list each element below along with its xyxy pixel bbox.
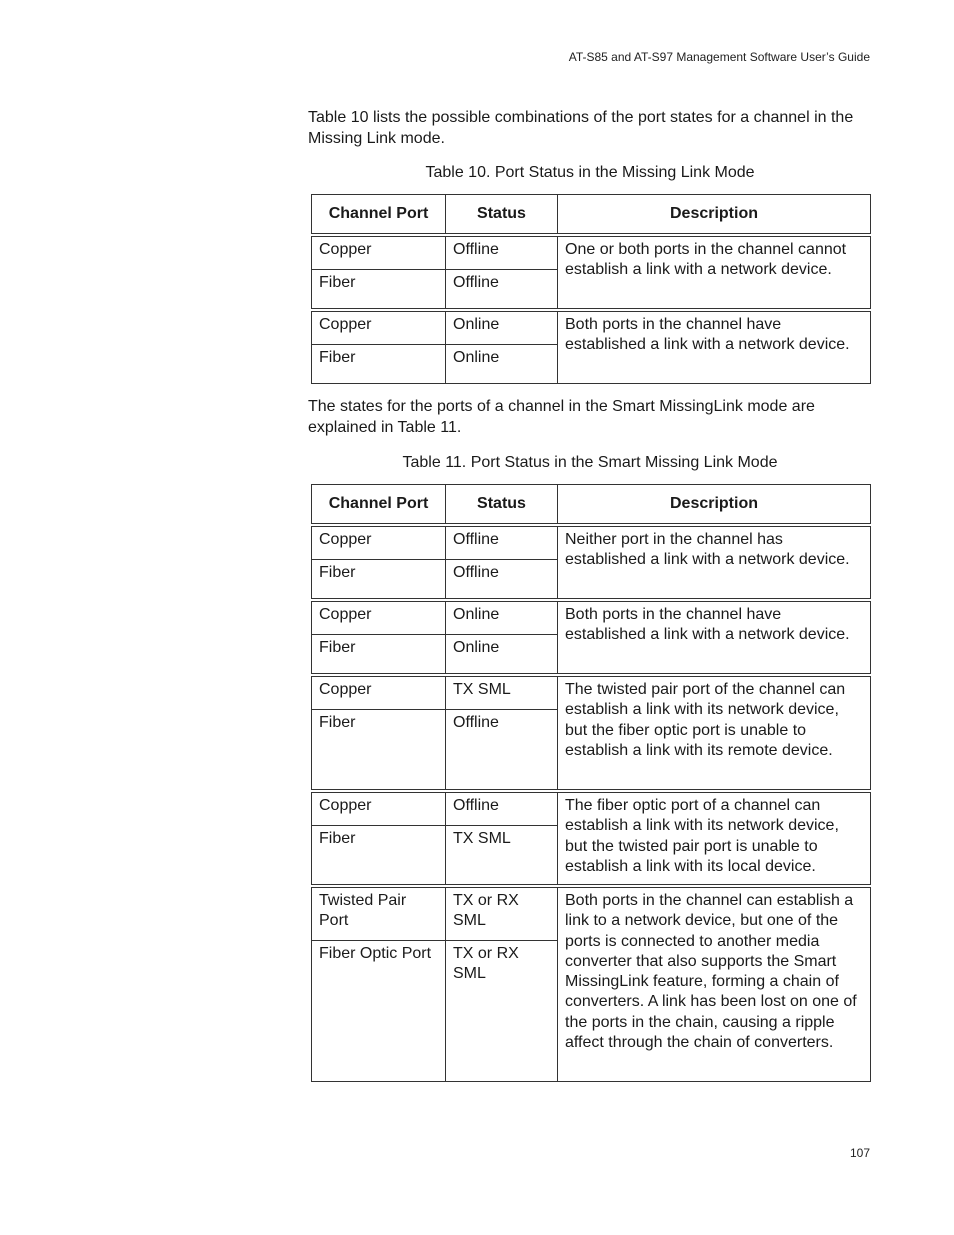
description-cell: The twisted pair port of the channel can establish a link with its network device, but the fiber optic port is unable to establish a link with its remote device. xyxy=(558,675,871,791)
channel-port-cell: Fiber xyxy=(312,826,446,887)
status-cell: Offline xyxy=(446,235,558,270)
channel-port-cell: Fiber xyxy=(312,270,446,311)
status-cell: Offline xyxy=(446,560,558,601)
table-row xyxy=(312,791,871,826)
table11-caption: Table 11. Port Status in the Smart Missing Link Mode xyxy=(402,454,778,471)
description-cell: Both ports in the channel have established a link with a network device. xyxy=(558,310,871,384)
status-cell: Offline xyxy=(446,710,558,792)
description-cell: Both ports in the channel can establish a link to a network device, but one of the ports is connected to another media converter that also supports the Smart MissingLink feature, forming a chain of converters. A link has been lost on one of the ports in the chain, causing a ripple affect through the chain of converters. xyxy=(558,886,871,1082)
page-number: 107 xyxy=(849,1146,870,1160)
table11-group xyxy=(312,886,871,1082)
column-header: Channel Port xyxy=(312,195,446,236)
status-cell: Online xyxy=(446,600,558,635)
table-row xyxy=(312,600,871,635)
table11-group xyxy=(312,525,871,600)
table11-group xyxy=(312,675,871,791)
table11-header-row xyxy=(312,485,871,526)
channel-port-cell: Copper xyxy=(312,235,446,270)
running-header: AT-S85 and AT-S97 Management Software User’s Guide xyxy=(568,50,870,64)
table11 xyxy=(311,484,871,1082)
channel-port-cell: Copper xyxy=(312,310,446,345)
status-cell: Online xyxy=(446,635,558,676)
channel-port-cell: Copper xyxy=(312,600,446,635)
table10 xyxy=(311,194,871,384)
status-cell: TX SML xyxy=(446,675,558,710)
channel-port-cell: Fiber xyxy=(312,345,446,384)
channel-port-cell: Twisted Pair Port xyxy=(312,886,446,941)
status-cell: Offline xyxy=(446,525,558,560)
column-header: Description xyxy=(558,195,871,236)
channel-port-cell: Fiber xyxy=(312,635,446,676)
status-cell: TX or RX SML xyxy=(446,886,558,941)
table10-group xyxy=(312,310,871,384)
status-cell: TX or RX SML xyxy=(446,941,558,1082)
description-cell: One or both ports in the channel cannot establish a link with a network device. xyxy=(558,235,871,310)
table-row xyxy=(312,675,871,710)
channel-port-cell: Copper xyxy=(312,525,446,560)
status-cell: TX SML xyxy=(446,826,558,887)
column-header: Channel Port xyxy=(312,485,446,526)
column-header: Description xyxy=(558,485,871,526)
table-row xyxy=(312,886,871,941)
middle-paragraph: The states for the ports of a channel in the Smart MissingLink mode are explained in Table 11. xyxy=(308,398,815,436)
channel-port-cell: Fiber xyxy=(312,560,446,601)
description-cell: The fiber optic port of a channel can establish a link with its network device, but the twisted pair port is unable to establish a link with its local device. xyxy=(558,791,871,886)
table11-group xyxy=(312,791,871,886)
status-cell: Offline xyxy=(446,791,558,826)
description-cell: Neither port in the channel has established a link with a network device. xyxy=(558,525,871,600)
table11-group xyxy=(312,600,871,675)
table-row xyxy=(312,525,871,560)
column-header: Status xyxy=(446,485,558,526)
channel-port-cell: Fiber Optic Port xyxy=(312,941,446,1082)
table10-group xyxy=(312,235,871,310)
column-header: Status xyxy=(446,195,558,236)
channel-port-cell: Copper xyxy=(312,791,446,826)
channel-port-cell: Copper xyxy=(312,675,446,710)
status-cell: Online xyxy=(446,310,558,345)
table-row xyxy=(312,235,871,270)
table-row xyxy=(312,310,871,345)
table10-caption: Table 10. Port Status in the Missing Link Mode xyxy=(425,164,755,181)
description-cell: Both ports in the channel have established a link with a network device. xyxy=(558,600,871,675)
intro-paragraph: Table 10 lists the possible combinations of the port states for a channel in the Missing Link mode. xyxy=(308,109,854,147)
status-cell: Online xyxy=(446,345,558,384)
channel-port-cell: Fiber xyxy=(312,710,446,792)
table10-header-row xyxy=(312,195,871,236)
status-cell: Offline xyxy=(446,270,558,311)
